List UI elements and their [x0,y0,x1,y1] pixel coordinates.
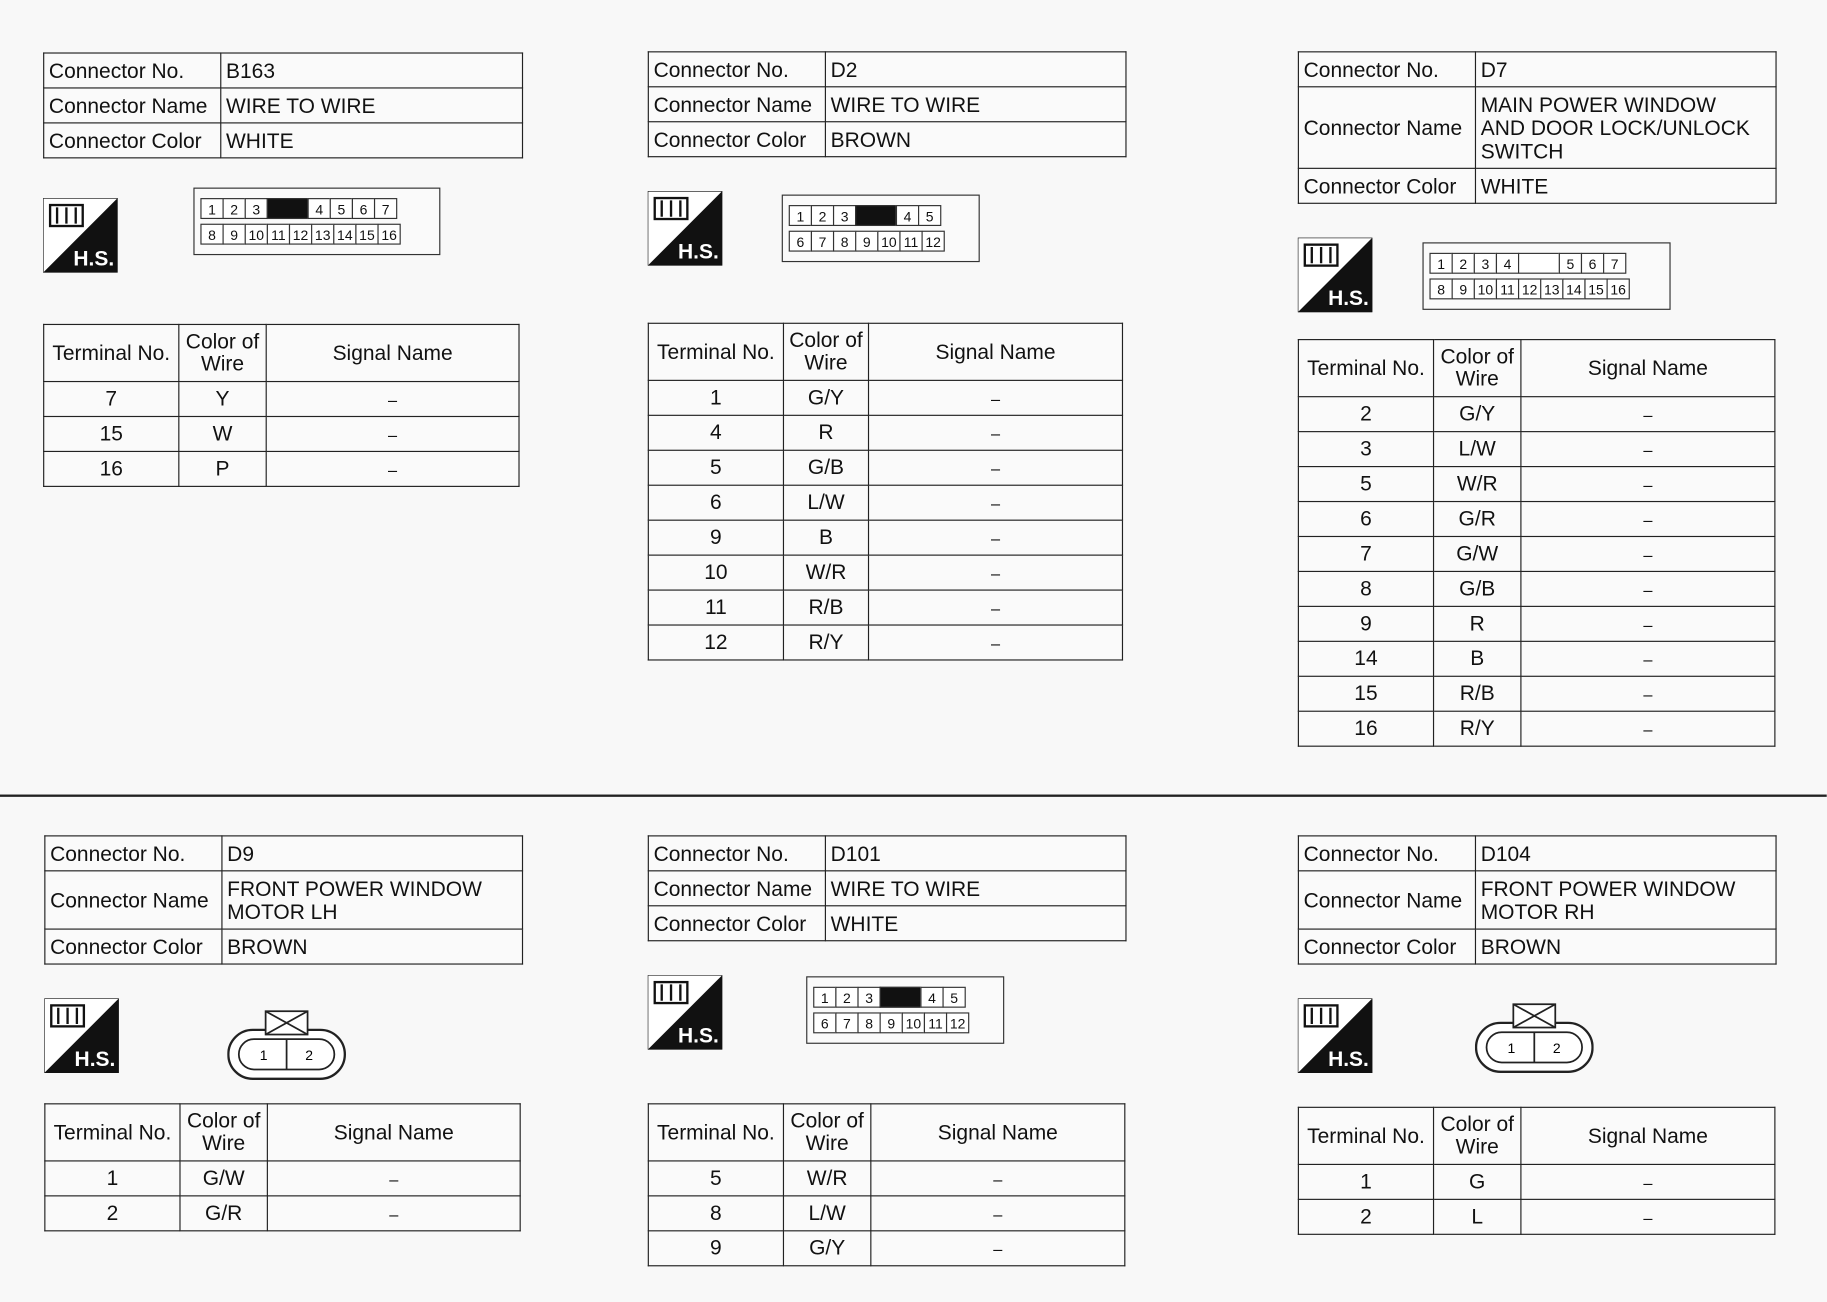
wire-color-cell: G/W [1434,536,1521,571]
pin-6: 6 [813,1012,836,1033]
pin-3: 3 [1474,253,1497,274]
pin-14: 14 [333,224,356,245]
terminal-table [648,323,1123,661]
pin-4: 4 [308,198,331,219]
hs-label: H.S. [1328,287,1369,311]
pin-row-top [1431,253,1627,274]
pin-2: 2 [1452,253,1475,274]
pin-4: 4 [1496,253,1519,274]
table-row [44,382,519,417]
connector-header [648,835,1127,941]
table-row [1298,432,1774,467]
terminal-no-cell: 5 [1298,467,1433,502]
connector-name-label: Connector Name [1298,871,1475,929]
connector-name-label: Connector Name [648,87,825,122]
color-of-wire-header: Color of Wire [180,1104,267,1161]
connector-header [1298,51,1777,204]
pin-1: 1 [1429,253,1452,274]
connector-no-value: D7 [1475,52,1776,87]
pin-9: 9 [1452,278,1475,299]
connector-no-value: D2 [825,52,1126,87]
pin-11: 11 [267,224,290,245]
wire-color-cell: R/B [1434,676,1521,711]
connector-header [1298,835,1777,964]
signal-name-cell: – [1521,1199,1775,1234]
pin-5: 5 [330,198,353,219]
table-row [44,451,519,486]
terminal-no-cell: 8 [1298,571,1433,606]
terminal-no-cell: 16 [1298,711,1433,746]
connector-no-label: Connector No. [1298,52,1475,87]
signal-name-cell: – [1521,1164,1775,1199]
pin-4: 4 [920,987,943,1008]
signal-name-header: Signal Name [869,323,1123,380]
terminal-no-cell: 11 [648,590,783,625]
terminal-no-header: Terminal No. [45,1104,180,1161]
pin-row-bottom [202,224,401,245]
terminal-no-cell: 1 [1298,1164,1433,1199]
wire-color-cell: G/Y [1434,397,1521,432]
signal-name-cell: – [266,451,519,486]
signal-name-cell: – [871,1196,1125,1231]
terminal-table [648,1103,1126,1266]
harness-side-icon [648,975,723,1050]
terminal-no-cell: 9 [648,520,783,555]
table-row [648,1161,1124,1196]
connector-color-label: Connector Color [45,929,222,964]
connector-name-value: WIRE TO WIRE [825,871,1126,906]
signal-name-cell: – [1521,711,1775,746]
pin-14: 14 [1562,278,1585,299]
pin-2: 2 [811,205,834,226]
connector-name-value: WIRE TO WIRE [221,88,523,123]
pin-8: 8 [200,224,223,245]
wire-color-cell: G/B [1434,571,1521,606]
wire-color-cell: W/R [783,555,868,590]
table-row [648,380,1122,415]
connector-color-value: WHITE [221,123,523,158]
signal-name-header: Signal Name [871,1104,1125,1161]
wire-color-cell: G/W [180,1161,267,1196]
pin-2: 2 [305,1047,314,1064]
wire-color-cell: L/W [1434,432,1521,467]
wire-color-cell: B [783,520,868,555]
wire-color-cell: L/W [783,485,868,520]
terminal-table [1298,339,1776,747]
pin-6: 6 [1581,253,1604,274]
terminal-no-cell: 4 [648,415,783,450]
pin-4: 4 [896,205,919,226]
signal-name-cell: – [1521,502,1775,537]
connector-no-label: Connector No. [44,53,221,88]
pin-5: 5 [942,987,965,1008]
terminal-no-cell: 15 [44,416,179,451]
two-pin-connector-diagram [227,1007,346,1082]
pin-12: 12 [946,1012,969,1033]
connector-name-value: MAIN POWER WINDOW AND DOOR LOCK/UNLOCK SWITCH [1475,87,1776,169]
wire-color-cell: G/Y [783,380,868,415]
connector-no-value: D9 [222,836,523,871]
signal-name-cell: – [869,450,1123,485]
connector-header [44,835,523,964]
pin-12: 12 [922,231,945,252]
pin-6: 6 [789,231,812,252]
connector-name-label: Connector Name [1298,87,1475,169]
terminal-no-header: Terminal No. [1298,340,1433,397]
table-row [1298,1199,1774,1234]
wire-color-cell: R [1434,606,1521,641]
hs-label: H.S. [1328,1047,1369,1071]
signal-name-cell: – [1521,571,1775,606]
terminal-no-cell: 2 [1298,397,1433,432]
section-divider [0,795,1827,797]
signal-name-header: Signal Name [1521,1107,1775,1164]
signal-name-cell: – [266,382,519,417]
connector-name-label: Connector Name [648,871,825,906]
connector-color-value: WHITE [825,906,1126,941]
pin-3: 3 [833,205,856,226]
signal-name-cell: – [869,590,1123,625]
pin-3: 3 [245,198,268,219]
pin-7: 7 [811,231,834,252]
wire-color-cell: R [783,415,868,450]
signal-name-cell: – [869,520,1123,555]
pin-7: 7 [835,1012,858,1033]
table-row [45,1161,520,1196]
pin-10: 10 [1474,278,1497,299]
table-row [1298,536,1774,571]
terminal-no-header: Terminal No. [44,324,179,381]
wire-color-cell: R/Y [783,625,868,660]
harness-side-icon [43,198,118,273]
pin-12: 12 [1518,278,1541,299]
connector-color-value: BROWN [1475,929,1776,964]
connector-name-value: FRONT POWER WINDOW MOTOR LH [222,871,523,929]
signal-name-header: Signal Name [1521,340,1775,397]
hs-label: H.S. [73,247,115,271]
color-of-wire-header: Color of Wire [783,1104,870,1161]
pin-16: 16 [1607,278,1630,299]
terminal-no-cell: 3 [1298,432,1433,467]
table-row [648,1196,1124,1231]
signal-name-cell: – [267,1196,520,1231]
table-row [1298,502,1774,537]
terminal-no-cell: 14 [1298,641,1433,676]
wire-color-cell: G/R [1434,502,1521,537]
connector-face-diagram [806,976,1004,1044]
pin-10: 10 [877,231,900,252]
harness-side-icon [1298,998,1373,1073]
connector-no-value: D101 [825,836,1126,871]
pin-11: 11 [924,1012,947,1033]
signal-name-cell: – [871,1161,1125,1196]
color-of-wire-header: Color of Wire [1434,340,1521,397]
table-row [1298,467,1774,502]
pin-9: 9 [223,224,246,245]
wire-color-cell: P [179,451,266,486]
harness-side-icon [1298,238,1373,313]
wire-color-cell: G/R [180,1196,267,1231]
pin-row-top [790,205,941,226]
signal-name-cell: – [1521,432,1775,467]
hs-label: H.S. [678,240,719,264]
connector-name-value: WIRE TO WIRE [825,87,1126,122]
pin-15: 15 [1584,278,1607,299]
connector-color-label: Connector Color [1298,168,1475,203]
connector-face-diagram [193,188,440,256]
table-row [648,415,1122,450]
terminal-no-cell: 6 [1298,502,1433,537]
signal-name-cell: – [1521,397,1775,432]
table-row [648,1231,1124,1266]
connector-color-value: BROWN [825,122,1126,157]
pin-3: 3 [857,987,880,1008]
pin-1: 1 [789,205,812,226]
terminal-no-cell: 16 [44,451,179,486]
terminal-no-cell: 9 [1298,606,1433,641]
wire-color-cell: G/Y [783,1231,870,1266]
table-row [1298,1164,1774,1199]
signal-name-cell: – [869,485,1123,520]
connector-no-label: Connector No. [1298,836,1475,871]
wire-color-cell: W/R [783,1161,870,1196]
table-row [648,485,1122,520]
hs-label: H.S. [74,1047,116,1071]
table-row [44,416,519,451]
pin-6: 6 [352,198,375,219]
pin-7: 7 [374,198,397,219]
pin-lock-block [880,987,922,1008]
connector-name-label: Connector Name [45,871,222,929]
pin-16: 16 [377,224,400,245]
pin-10: 10 [245,224,268,245]
pin-5: 5 [918,205,941,226]
pin-row-top [814,987,965,1008]
wire-color-cell: L [1434,1199,1521,1234]
terminal-no-cell: 1 [648,380,783,415]
terminal-no-cell: 9 [648,1231,783,1266]
connector-color-value: BROWN [222,929,523,964]
wire-color-cell: L/W [783,1196,870,1231]
wire-color-cell: W/R [1434,467,1521,502]
color-of-wire-header: Color of Wire [1434,1107,1521,1164]
pin-open-block [1518,253,1560,274]
two-pin-connector-diagram [1475,1000,1594,1075]
terminal-no-cell: 7 [1298,536,1433,571]
pin-lock-block [267,198,309,219]
terminal-table [44,1103,520,1231]
pin-8: 8 [857,1012,880,1033]
terminal-no-cell: 8 [648,1196,783,1231]
pin-9: 9 [855,231,878,252]
signal-name-cell: – [1521,641,1775,676]
pin-15: 15 [355,224,378,245]
pin-11: 11 [1496,278,1519,299]
table-row [1298,641,1774,676]
terminal-no-cell: 1 [45,1161,180,1196]
pin-10: 10 [902,1012,925,1033]
connector-color-label: Connector Color [44,123,221,158]
table-row [1298,606,1774,641]
table-row [648,520,1122,555]
connector-no-label: Connector No. [648,52,825,87]
terminal-no-cell: 2 [45,1196,180,1231]
pin-1: 1 [259,1047,268,1064]
harness-side-icon [44,998,119,1073]
terminal-no-cell: 2 [1298,1199,1433,1234]
pin-5: 5 [1559,253,1582,274]
terminal-no-cell: 7 [44,382,179,417]
signal-name-cell: – [266,416,519,451]
hs-label: H.S. [678,1024,719,1048]
connector-no-label: Connector No. [45,836,222,871]
terminal-no-cell: 6 [648,485,783,520]
color-of-wire-header: Color of Wire [179,324,266,381]
signal-name-cell: – [869,625,1123,660]
pin-2: 2 [1552,1040,1561,1057]
connector-color-label: Connector Color [1298,929,1475,964]
pin-12: 12 [289,224,312,245]
pin-13: 13 [1540,278,1563,299]
table-row [1298,676,1774,711]
pin-9: 9 [880,1012,903,1033]
pin-row-bottom [814,1012,969,1033]
signal-name-cell: – [267,1161,520,1196]
table-row [648,625,1122,660]
table-row [1298,571,1774,606]
signal-name-header: Signal Name [266,324,519,381]
terminal-no-header: Terminal No. [1298,1107,1433,1164]
terminal-no-cell: 5 [648,450,783,485]
terminal-no-cell: 10 [648,555,783,590]
table-row [1298,397,1774,432]
terminal-no-header: Terminal No. [648,323,783,380]
pin-2: 2 [835,987,858,1008]
table-row [648,450,1122,485]
terminal-table [43,324,519,487]
table-row [45,1196,520,1231]
table-row [648,590,1122,625]
terminal-no-cell: 15 [1298,676,1433,711]
connector-name-label: Connector Name [44,88,221,123]
connector-no-label: Connector No. [648,836,825,871]
pin-11: 11 [899,231,922,252]
table-row [1298,711,1774,746]
signal-name-cell: – [1521,606,1775,641]
connector-no-value: D104 [1475,836,1776,871]
connector-header [43,52,523,158]
connector-face-diagram [1422,242,1670,310]
pin-2: 2 [223,198,246,219]
wire-color-cell: B [1434,641,1521,676]
signal-name-cell: – [869,380,1123,415]
connector-header [648,51,1127,157]
signal-name-cell: – [871,1231,1125,1266]
terminal-no-cell: 5 [648,1161,783,1196]
harness-side-icon [648,191,723,266]
terminal-no-cell: 12 [648,625,783,660]
pin-1: 1 [1507,1040,1516,1057]
wire-color-cell: R/Y [1434,711,1521,746]
signal-name-cell: – [1521,676,1775,711]
pin-8: 8 [833,231,856,252]
connector-name-value: FRONT POWER WINDOW MOTOR RH [1475,871,1776,929]
connector-color-label: Connector Color [648,906,825,941]
terminal-no-header: Terminal No. [648,1104,783,1161]
pin-lock-block [855,205,897,226]
wire-color-cell: G/B [783,450,868,485]
signal-name-cell: – [869,415,1123,450]
signal-name-cell: – [1521,536,1775,571]
pin-row-bottom [790,231,945,252]
signal-name-header: Signal Name [267,1104,520,1161]
pin-row-bottom [1431,278,1630,299]
wire-color-cell: W [179,416,266,451]
pin-8: 8 [1429,278,1452,299]
pin-7: 7 [1603,253,1626,274]
signal-name-cell: – [1521,467,1775,502]
pin-1: 1 [200,198,223,219]
terminal-table [1298,1107,1776,1235]
color-of-wire-header: Color of Wire [783,323,868,380]
connector-color-value: WHITE [1475,168,1776,203]
table-row [648,555,1122,590]
wire-color-cell: Y [179,382,266,417]
pin-row-top [202,198,398,219]
wire-color-cell: G [1434,1164,1521,1199]
connector-face-diagram [782,195,980,263]
signal-name-cell: – [869,555,1123,590]
pin-13: 13 [311,224,334,245]
connector-no-value: B163 [221,53,523,88]
pin-1: 1 [813,987,836,1008]
wire-color-cell: R/B [783,590,868,625]
connector-color-label: Connector Color [648,122,825,157]
